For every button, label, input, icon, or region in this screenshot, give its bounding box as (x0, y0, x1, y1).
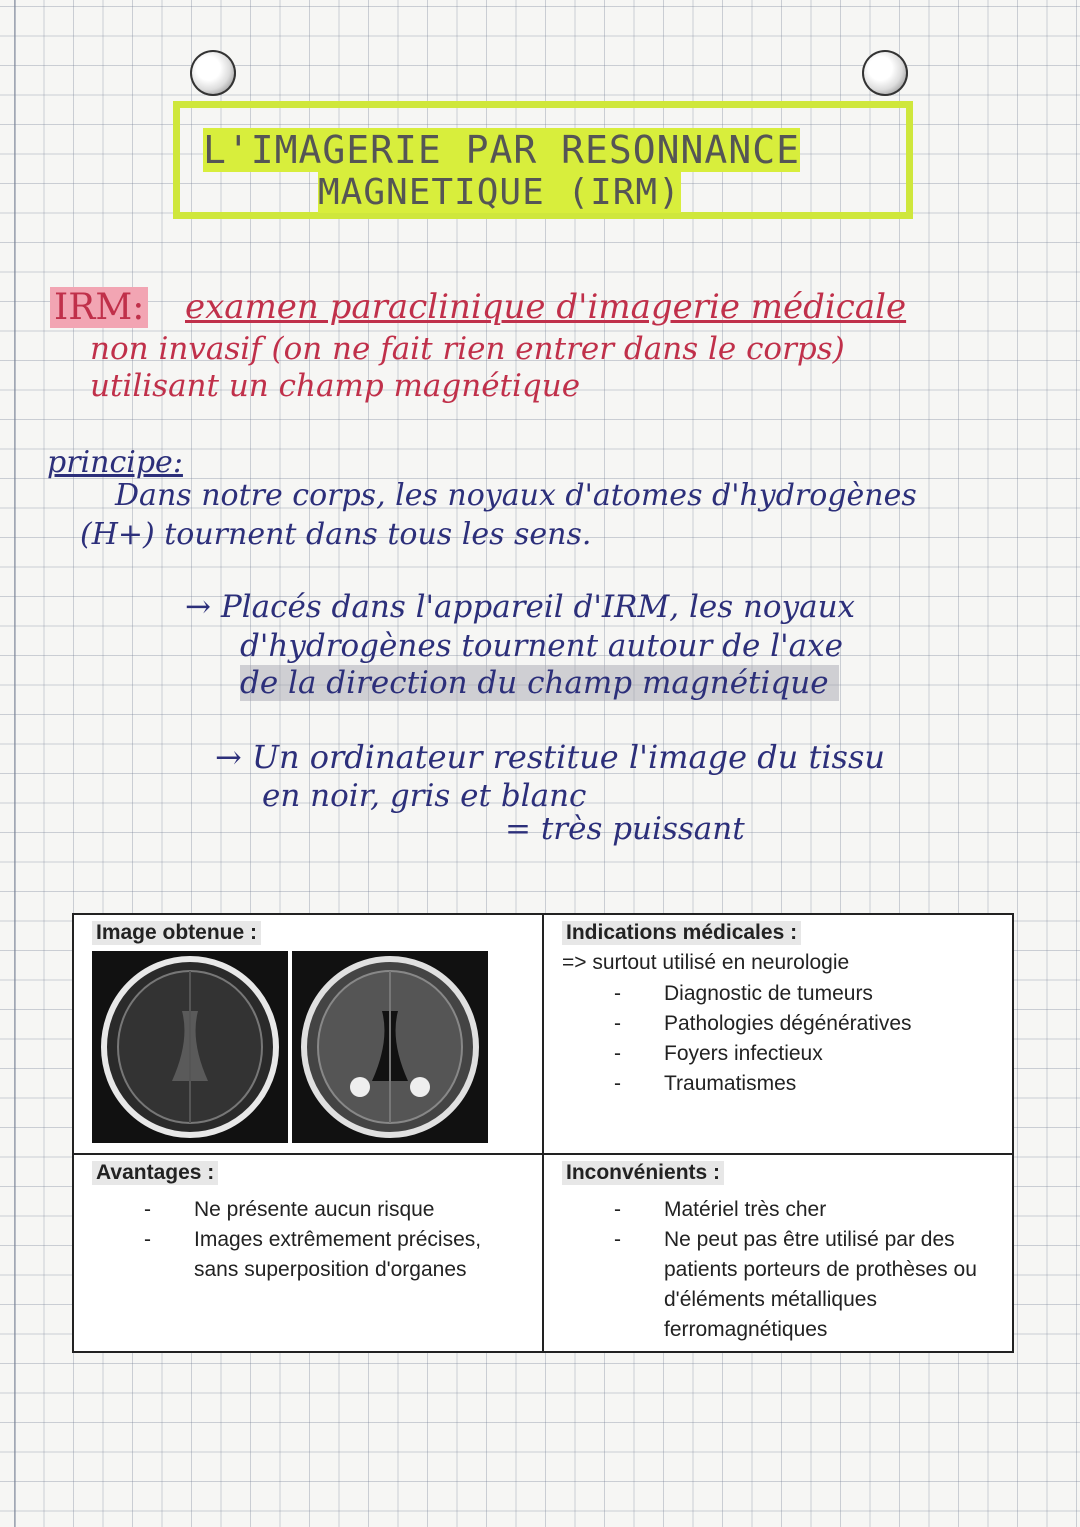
inconvenients-cell (543, 1154, 1013, 1352)
indication-item: - Diagnostic de tumeurs (562, 979, 994, 1009)
indication-item: - Foyers infectieux (562, 1039, 994, 1069)
indication-item: - Pathologies dégénératives (562, 1009, 994, 1039)
avantages-header: Avantages : (92, 1161, 218, 1185)
mri-scan-1 (92, 951, 288, 1143)
point2-line-3: = très puissant (505, 811, 745, 847)
point1-line-1: → Placés dans l'appareil d'IRM, les noyaux (185, 589, 856, 625)
image-header: Image obtenue : (92, 921, 261, 945)
definition-line-3: utilisant un champ magnétique (90, 368, 581, 404)
principe-line-1: Dans notre corps, les noyaux d'atomes d'hydrogènes (115, 478, 917, 513)
definition-line-1: examen paraclinique d'imagerie médicale (185, 287, 907, 327)
definition-line-2: non invasif (on ne fait rien entrer dans le corps) (90, 331, 845, 367)
mri-images (92, 951, 524, 1147)
avantages-list (92, 1195, 524, 1285)
point1-line-2: d'hydrogènes tournent autour de l'axe (240, 628, 843, 664)
principe-label: principe: (47, 445, 183, 480)
inconvenients-header: Inconvénients : (562, 1161, 724, 1185)
point2-line-2: en noir, gris et blanc (262, 778, 587, 814)
inconvenient-item: - Matériel très cher (562, 1195, 994, 1225)
indication-item: - Traumatismes (562, 1069, 994, 1099)
definition-label: IRM: (50, 287, 148, 328)
image-cell (73, 914, 543, 1154)
info-table (72, 913, 1014, 1353)
inconvenient-item: - Ne peut pas être utilisé par des patients porteurs de prothèses ou d'éléments métalliques ferromagnétiques (562, 1225, 994, 1345)
avantages-cell (73, 1154, 543, 1352)
principe-line-2: (H+) tournent dans tous les sens. (80, 517, 592, 552)
avantage-item: - Images extrêmement précises, sans superposition d'organes (92, 1225, 524, 1285)
margin-line (14, 0, 16, 1527)
title-line-1: L'IMAGERIE PAR RESONNANCE (203, 128, 800, 172)
indications-intro: => surtout utilisé en neurologie (562, 951, 850, 974)
mri-scan-2 (292, 951, 488, 1143)
indications-header: Indications médicales : (562, 921, 801, 945)
binder-hole-right (862, 50, 908, 96)
title-line-2: MAGNETIQUE (IRM) (318, 172, 681, 213)
inconvenients-list (562, 1195, 994, 1345)
binder-hole-left (190, 50, 236, 96)
point1-line-3: de la direction du champ magnétique (240, 665, 839, 701)
avantage-item: - Ne présente aucun risque (92, 1195, 524, 1225)
indications-list (562, 979, 994, 1099)
indications-cell (543, 914, 1013, 1154)
point2-line-1: → Un ordinateur restitue l'image du tissu (215, 738, 885, 776)
